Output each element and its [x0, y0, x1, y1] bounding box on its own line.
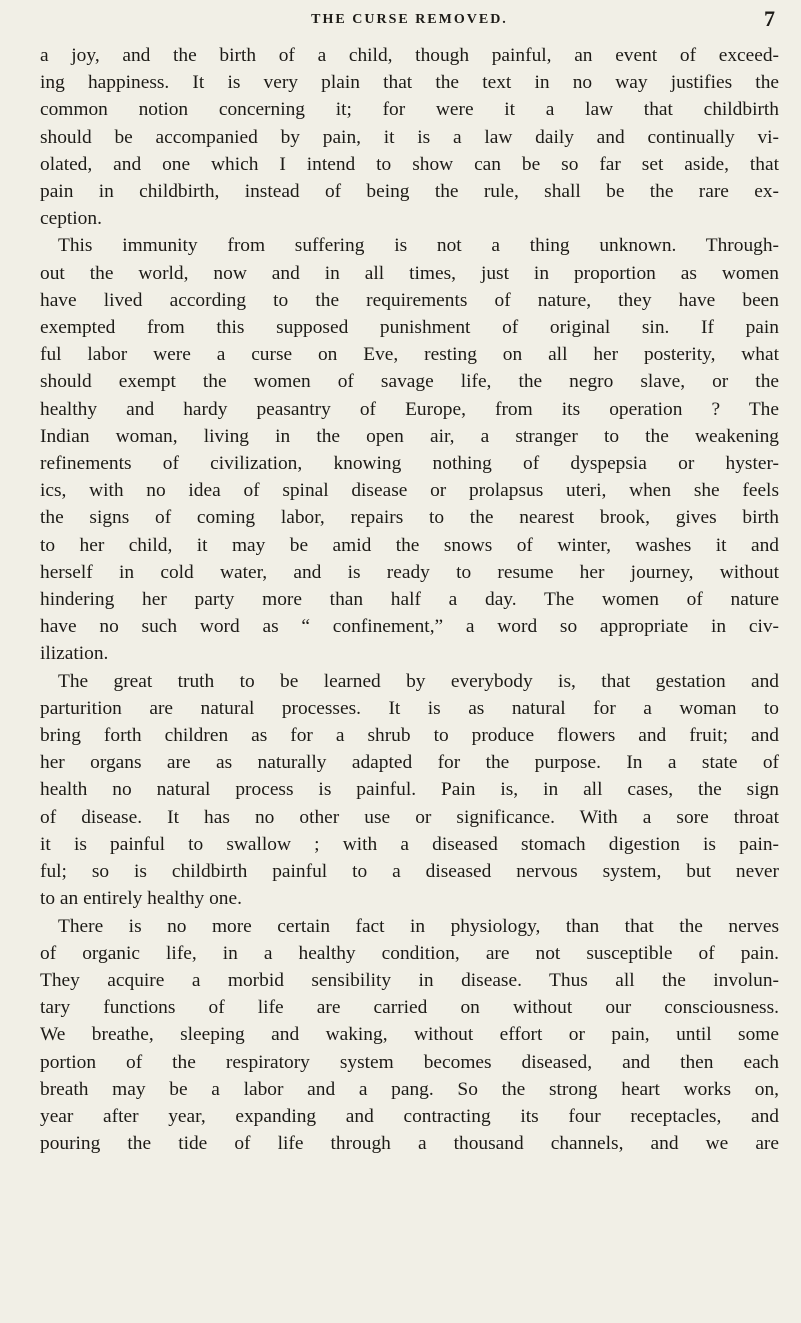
page-number: 7: [764, 6, 775, 31]
text-line: tary functions of life are carried on without our consciousness.: [40, 997, 779, 1019]
text-line: hindering her party more than half a day. The women of nature: [40, 589, 779, 611]
text-line: This immunity from suffering is not a thing unknown. Through-: [58, 235, 779, 257]
text-line: olated, and one which I intend to show can be so far set aside, that: [40, 153, 779, 175]
text-line: ics, with no idea of spinal disease or prolapsus uteri, when she feels: [40, 480, 779, 502]
text-line: refinements of civilization, knowing nothing of dyspepsia or hyster-: [40, 453, 779, 475]
text-line: ilization.: [40, 643, 109, 665]
text-line: should be accompanied by pain, it is a law daily and continually vi-: [40, 126, 779, 148]
text-line: healthy and hardy peasantry of Europe, from its operation ? The: [40, 398, 779, 420]
body-text: [40, 42, 779, 1157]
text-line: There is no more certain fact in physiology, than that the nerves: [58, 915, 779, 937]
text-line: herself in cold water, and is ready to resume her journey, without: [40, 561, 779, 583]
text-line: a joy, and the birth of a child, though painful, an event of exceed-: [40, 45, 779, 66]
paragraph: [40, 913, 779, 1158]
text-line: have no such word as “ confinement,” a word so appropriate in civ-: [40, 616, 779, 638]
text-line: the signs of coming labor, repairs to the nearest brook, gives birth: [40, 507, 779, 529]
text-line: her organs are as naturally adapted for the purpose. In a state of: [40, 752, 779, 774]
text-line: parturition are natural processes. It is as natural for a woman to: [40, 697, 779, 719]
text-line: ing happiness. It is very plain that the text in no way justifies the: [40, 72, 779, 94]
text-line: of organic life, in a healthy condition, are not susceptible of pain.: [40, 942, 779, 964]
paragraph: [40, 668, 779, 913]
text-line: have lived according to the requirements of nature, they have been: [40, 289, 779, 311]
paragraph: [40, 232, 779, 667]
running-head: THE CURSE REMOVED.: [311, 12, 508, 27]
text-line: pouring the tide of life through a thousand channels, and we are: [40, 1133, 779, 1155]
text-line: We breathe, sleeping and waking, without effort or pain, until some: [40, 1024, 779, 1046]
text-line: year after year, expanding and contracting its four receptacles, and: [40, 1105, 779, 1127]
page-header: [40, 4, 779, 42]
text-line: bring forth children as for a shrub to produce flowers and fruit; and: [40, 725, 779, 747]
text-line: breath may be a labor and a pang. So the strong heart works on,: [40, 1078, 779, 1100]
text-line: health no natural process is painful. Pain is, in all cases, the sign: [40, 779, 779, 801]
text-line: The great truth to be learned by everybody is, that gestation and: [58, 670, 779, 692]
text-line: ful labor were a curse on Eve, resting on all her posterity, what: [40, 344, 779, 366]
text-line: common notion concerning it; for were it a law that childbirth: [40, 99, 779, 121]
paragraph: [40, 42, 779, 232]
text-line: exempted from this supposed punishment of original sin. If pain: [40, 317, 779, 339]
text-line: out the world, now and in all times, just in proportion as women: [40, 262, 779, 284]
text-line: portion of the respiratory system becomes diseased, and then each: [40, 1051, 779, 1073]
text-line: to an entirely healthy one.: [40, 888, 242, 910]
text-line: ception.: [40, 208, 102, 230]
text-line: it is painful to swallow ; with a diseased stomach digestion is pain-: [40, 833, 779, 855]
text-line: They acquire a morbid sensibility in disease. Thus all the involun-: [40, 969, 779, 991]
text-line: of disease. It has no other use or significance. With a sore throat: [40, 806, 779, 828]
text-line: Indian woman, living in the open air, a stranger to the weakening: [40, 425, 779, 447]
text-line: to her child, it may be amid the snows of winter, washes it and: [40, 534, 779, 556]
text-line: ful; so is childbirth painful to a diseased nervous system, but never: [40, 861, 779, 883]
text-line: should exempt the women of savage life, the negro slave, or the: [40, 371, 779, 393]
text-line: pain in childbirth, instead of being the rule, shall be the rare ex-: [40, 181, 779, 203]
